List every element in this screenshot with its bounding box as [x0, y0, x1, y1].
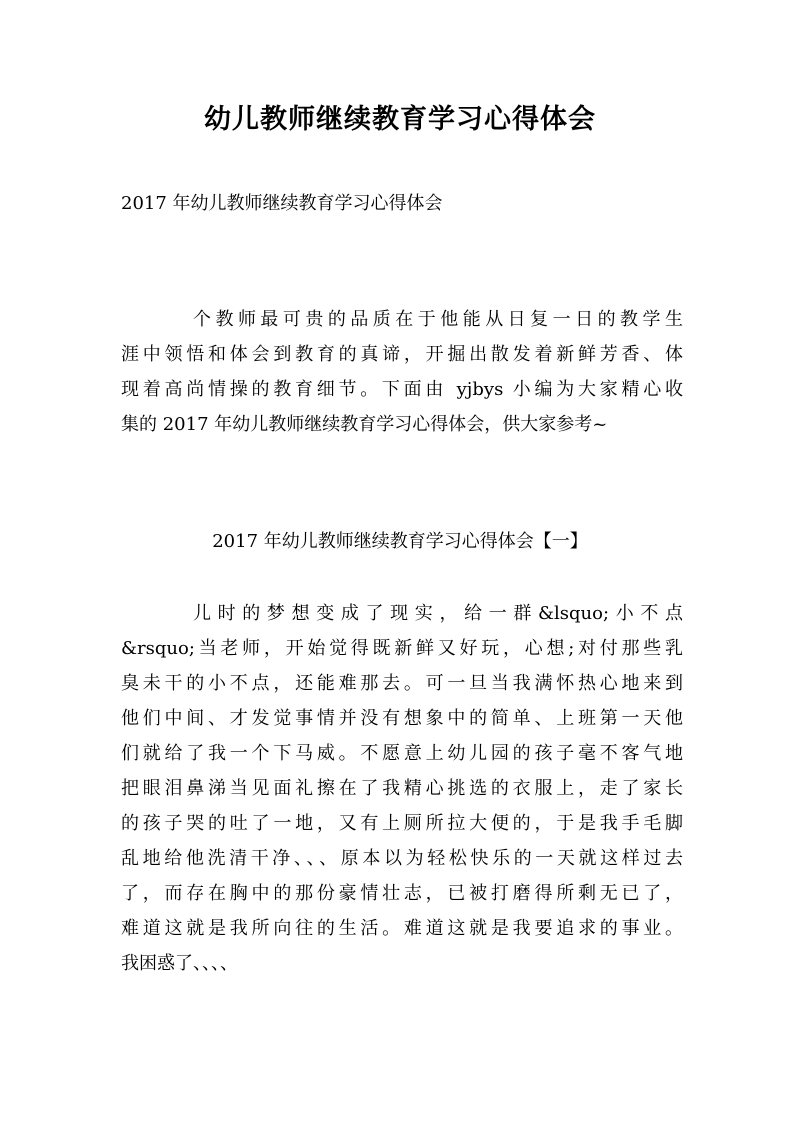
paragraph-line: 个教师最可贵的品质在于他能从日复一日的教学生: [193, 309, 683, 330]
paragraph-line: 臭未干的小不点，还能难那去。可一旦当我满怀热心地来到: [121, 673, 683, 694]
section-heading: 2017 年幼儿教师继续教育学习心得体会【一】: [212, 531, 588, 552]
paragraph-line: 现着高尚情操的教育细节。下面由 yjbys 小编为大家精心收: [121, 379, 683, 400]
intro-paragraph: [121, 302, 683, 442]
document-subtitle: 2017 年幼儿教师继续教育学习心得体会: [121, 193, 443, 214]
paragraph-line: 们就给了我一个下马威。不愿意上幼儿园的孩子毫不客气地: [121, 743, 683, 764]
paragraph-line: 乱地给他洗清干净、、、原本以为轻松快乐的一天就这样过去: [121, 848, 683, 869]
paragraph-line: &rsquo;当老师，开始觉得既新鲜又好玩，心想;对付那些乳: [121, 638, 683, 659]
paragraph-line: 的孩子哭的吐了一地，又有上厕所拉大便的，于是我手毛脚: [121, 813, 683, 834]
paragraph-line: 他们中间、才发觉事情并没有想象中的简单、上班第一天他: [121, 708, 683, 729]
document-title: 幼儿教师继续教育学习心得体会: [204, 104, 596, 135]
paragraph-line: 涯中领悟和体会到教育的真谛，开掘出散发着新鲜芳香、体: [121, 344, 683, 365]
paragraph-line: 我困惑了、、、、: [121, 953, 238, 974]
paragraph-line: 了，而存在胸中的那份豪情壮志，已被打磨得所剩无已了，: [121, 883, 683, 904]
paragraph-line: 集的 2017 年幼儿教师继续教育学习心得体会，供大家参考~: [121, 414, 608, 435]
paragraph-line: 把眼泪鼻涕当见面礼擦在了我精心挑选的衣服上，走了家长: [121, 778, 683, 799]
body-paragraph: [121, 596, 683, 981]
paragraph-line: 难道这就是我所向往的生活。难道这就是我要追求的事业。: [121, 918, 683, 939]
paragraph-line: 儿时的梦想变成了现实，给一群&lsquo;小不点: [193, 603, 683, 624]
